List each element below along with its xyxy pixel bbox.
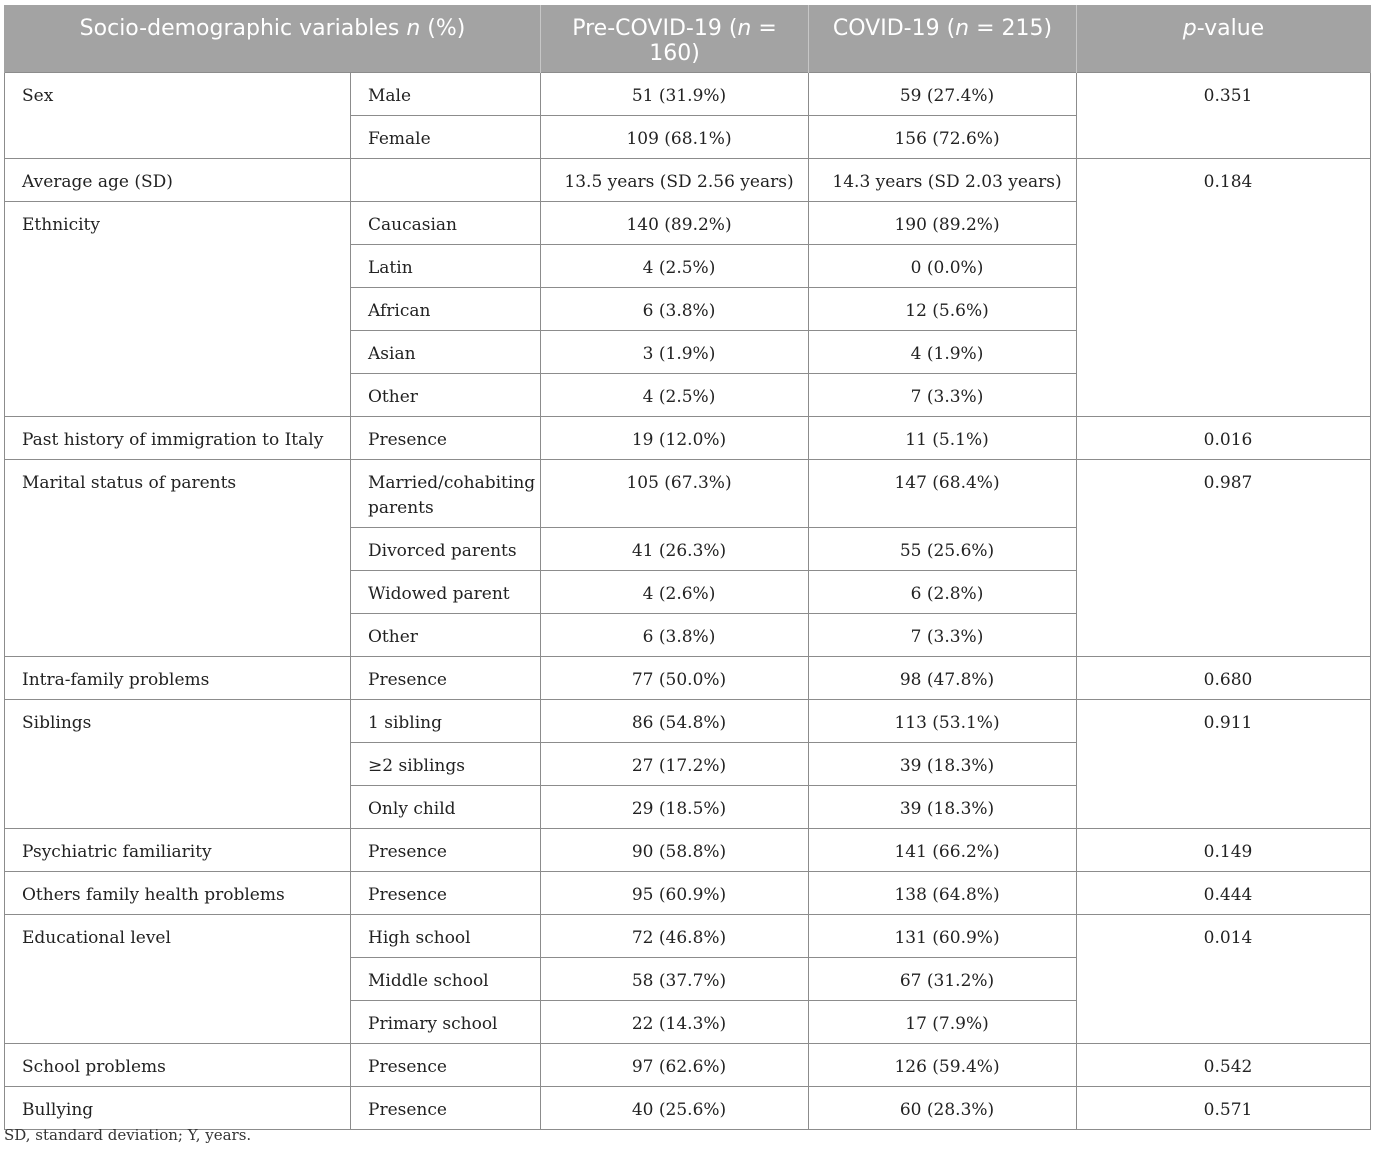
pre-covid-value: 6 (3.8%) [541,288,809,331]
p-value: 0.680 [1077,657,1371,700]
row-label-ethnicity: Ethnicity [5,202,351,417]
covid-value: 7 (3.3%) [809,614,1077,657]
table-footnote: SD, standard deviation; Y, years. [4,1126,252,1144]
row-label-other-health: Others family health problems [5,872,351,915]
p-value: 0.542 [1077,1044,1371,1087]
sub-label: Asian [351,331,541,374]
sub-label: ≥2 siblings [351,743,541,786]
pre-covid-value: 13.5 years (SD 2.56 years) [541,159,809,202]
p-value: 0.444 [1077,872,1371,915]
sub-label: 1 sibling [351,700,541,743]
p-value: 0.016 [1077,417,1371,460]
sub-label: Presence [351,1044,541,1087]
sub-label: Presence [351,417,541,460]
pre-covid-value: 95 (60.9%) [541,872,809,915]
table-row [5,1087,1371,1130]
covid-value: 141 (66.2%) [809,829,1077,872]
table-row [5,460,1371,528]
header-p-value: p-value [1077,5,1371,73]
table-row [5,915,1371,958]
sub-label: Widowed parent [351,571,541,614]
covid-value: 113 (53.1%) [809,700,1077,743]
sub-label: African [351,288,541,331]
pre-covid-value: 29 (18.5%) [541,786,809,829]
sub-label: Presence [351,657,541,700]
table-row [5,417,1371,460]
p-value: 0.987 [1077,460,1371,657]
row-label-sex: Sex [5,73,351,159]
table-row [5,872,1371,915]
pre-covid-value: 97 (62.6%) [541,1044,809,1087]
sub-label: Married/cohabiting parents [351,460,541,528]
pre-covid-value: 86 (54.8%) [541,700,809,743]
sub-label: Presence [351,829,541,872]
covid-value: 156 (72.6%) [809,116,1077,159]
p-value: 0.351 [1077,73,1371,159]
sub-label: Only child [351,786,541,829]
covid-value: 190 (89.2%) [809,202,1077,245]
p-value: 0.184 [1077,159,1371,417]
table-row [5,1044,1371,1087]
covid-value: 67 (31.2%) [809,958,1077,1001]
p-value: 0.149 [1077,829,1371,872]
row-label-education: Educational level [5,915,351,1044]
table-row [5,700,1371,743]
p-value: 0.911 [1077,700,1371,829]
sub-label: Other [351,374,541,417]
header-variables: Socio-demographic variables n (%) [5,5,541,73]
pre-covid-value: 77 (50.0%) [541,657,809,700]
covid-value: 12 (5.6%) [809,288,1077,331]
covid-value: 17 (7.9%) [809,1001,1077,1044]
covid-value: 138 (64.8%) [809,872,1077,915]
pre-covid-value: 19 (12.0%) [541,417,809,460]
table-row [5,657,1371,700]
sub-label [351,159,541,202]
row-label-psychiatric: Psychiatric familiarity [5,829,351,872]
pre-covid-value: 4 (2.5%) [541,245,809,288]
covid-value: 11 (5.1%) [809,417,1077,460]
pre-covid-value: 4 (2.5%) [541,374,809,417]
row-label-school-problems: School problems [5,1044,351,1087]
sub-label: Male [351,73,541,116]
covid-value: 0 (0.0%) [809,245,1077,288]
row-label-bullying: Bullying [5,1087,351,1130]
covid-value: 39 (18.3%) [809,743,1077,786]
sub-label: Caucasian [351,202,541,245]
pre-covid-value: 105 (67.3%) [541,460,809,528]
pre-covid-value: 3 (1.9%) [541,331,809,374]
p-value: 0.571 [1077,1087,1371,1130]
sub-label: Middle school [351,958,541,1001]
covid-value: 4 (1.9%) [809,331,1077,374]
covid-value: 39 (18.3%) [809,786,1077,829]
covid-value: 147 (68.4%) [809,460,1077,528]
row-label-immigration: Past history of immigration to Italy [5,417,351,460]
sub-label: Latin [351,245,541,288]
header-pre-covid: Pre-COVID-19 (n = 160) [541,5,809,73]
sub-label: Divorced parents [351,528,541,571]
covid-value: 6 (2.8%) [809,571,1077,614]
pre-covid-value: 51 (31.9%) [541,73,809,116]
header-covid: COVID-19 (n = 215) [809,5,1077,73]
covid-value: 126 (59.4%) [809,1044,1077,1087]
covid-value: 98 (47.8%) [809,657,1077,700]
row-label-siblings: Siblings [5,700,351,829]
pre-covid-value: 4 (2.6%) [541,571,809,614]
sub-label: Presence [351,1087,541,1130]
pre-covid-value: 6 (3.8%) [541,614,809,657]
row-label-age: Average age (SD) [5,159,351,202]
covid-value: 7 (3.3%) [809,374,1077,417]
pre-covid-value: 90 (58.8%) [541,829,809,872]
p-value: 0.014 [1077,915,1371,1044]
covid-value: 14.3 years (SD 2.03 years) [809,159,1077,202]
row-label-marital-status: Marital status of parents [5,460,351,657]
table-row [5,73,1371,116]
header-row [5,5,1371,73]
pre-covid-value: 109 (68.1%) [541,116,809,159]
sub-label: Primary school [351,1001,541,1044]
pre-covid-value: 41 (26.3%) [541,528,809,571]
pre-covid-value: 140 (89.2%) [541,202,809,245]
pre-covid-value: 58 (37.7%) [541,958,809,1001]
covid-value: 59 (27.4%) [809,73,1077,116]
pre-covid-value: 22 (14.3%) [541,1001,809,1044]
covid-value: 60 (28.3%) [809,1087,1077,1130]
table-row [5,159,1371,202]
sub-label: Female [351,116,541,159]
pre-covid-value: 72 (46.8%) [541,915,809,958]
covid-value: 55 (25.6%) [809,528,1077,571]
table-row [5,829,1371,872]
demographics-table [4,5,1371,1130]
sub-label: High school [351,915,541,958]
pre-covid-value: 40 (25.6%) [541,1087,809,1130]
covid-value: 131 (60.9%) [809,915,1077,958]
pre-covid-value: 27 (17.2%) [541,743,809,786]
sub-label: Presence [351,872,541,915]
row-label-intra-family: Intra-family problems [5,657,351,700]
sub-label: Other [351,614,541,657]
